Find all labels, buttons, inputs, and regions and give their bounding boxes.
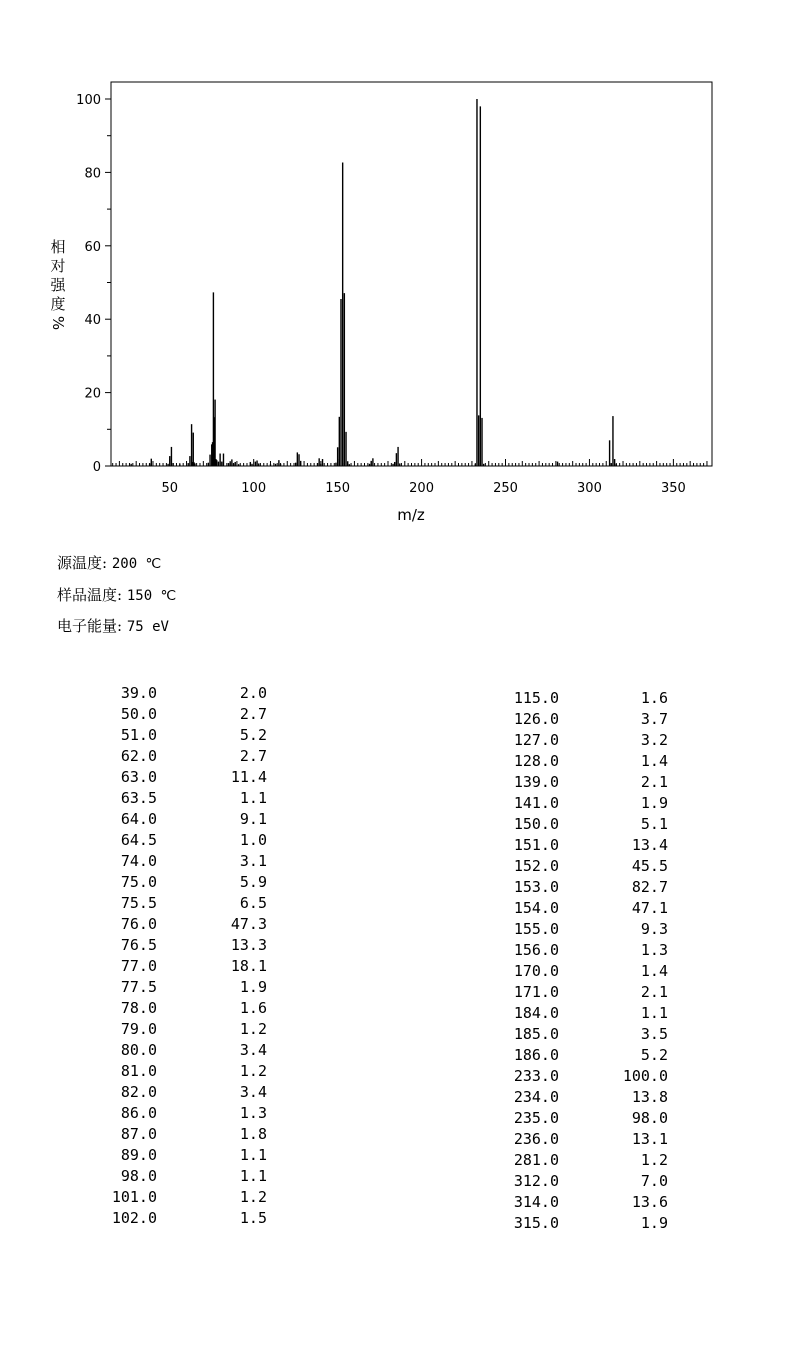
mz-value: 78.0 (120, 999, 157, 1017)
intensity-value: 11.4 (230, 768, 267, 786)
mz-value: 75.0 (120, 873, 157, 891)
mz-value: 281.0 (513, 1151, 559, 1169)
mz-value: 185.0 (513, 1025, 559, 1043)
intensity-value: 1.6 (239, 999, 267, 1017)
mz-value: 235.0 (513, 1109, 559, 1127)
intensity-value: 47.1 (631, 899, 668, 917)
mass-spectrum-chart (0, 0, 794, 540)
mz-value: 76.5 (120, 936, 157, 954)
mz-value: 155.0 (513, 920, 559, 938)
mz-value: 98.0 (120, 1167, 157, 1185)
mz-value: 77.0 (120, 957, 157, 975)
intensity-value: 9.1 (239, 810, 267, 828)
intensity-value: 1.8 (239, 1125, 267, 1143)
mz-value: 102.0 (111, 1209, 157, 1227)
mz-value: 63.5 (120, 789, 157, 807)
intensity-value: 7.0 (640, 1172, 668, 1190)
intensity-value: 3.7 (640, 710, 668, 728)
intensity-value: 3.4 (239, 1041, 267, 1059)
mz-value: 153.0 (513, 878, 559, 896)
mz-value: 101.0 (111, 1188, 157, 1206)
mz-value: 139.0 (513, 773, 559, 791)
source-temperature-value: 200 ℃ (111, 556, 162, 572)
y-tick-label: 20 (84, 386, 101, 402)
mz-value: 79.0 (120, 1020, 157, 1038)
mz-value: 236.0 (513, 1130, 559, 1148)
x-tick-label: 300 (577, 481, 602, 496)
mz-value: 150.0 (513, 815, 559, 833)
mz-value: 128.0 (513, 752, 559, 770)
mz-value: 86.0 (120, 1104, 157, 1122)
intensity-value: 45.5 (631, 857, 668, 875)
mz-value: 141.0 (513, 794, 559, 812)
y-tick-label: 40 (84, 313, 101, 329)
y-tick-label: 0 (92, 460, 101, 475)
intensity-value: 3.2 (640, 731, 668, 749)
mz-value: 127.0 (513, 731, 559, 749)
x-tick-label: 350 (660, 481, 686, 496)
y-label-char: 相 (50, 238, 66, 256)
intensity-value: 5.2 (239, 726, 267, 744)
intensity-value: 1.1 (239, 789, 267, 807)
mz-value: 152.0 (513, 857, 559, 875)
intensity-value: 2.7 (239, 747, 267, 765)
x-axis-ticks (113, 459, 707, 496)
intensity-value: 5.9 (239, 873, 267, 891)
intensity-value: 13.8 (631, 1088, 668, 1106)
mz-value: 233.0 (513, 1067, 559, 1085)
x-axis-label: m/z (397, 506, 425, 524)
intensity-value: 1.9 (640, 1214, 668, 1232)
electron-energy-label: 电子能量: (57, 617, 123, 635)
intensity-value: 3.5 (640, 1025, 668, 1043)
electron-energy (57, 615, 169, 636)
y-label-char: 对 (50, 257, 66, 275)
intensity-value: 18.1 (230, 957, 267, 975)
intensity-value: 13.1 (631, 1130, 668, 1148)
sample-temperature (57, 584, 176, 605)
intensity-value: 2.1 (640, 773, 668, 791)
intensity-value: 98.0 (631, 1109, 668, 1127)
mz-value: 51.0 (120, 726, 157, 744)
intensity-value: 9.3 (640, 920, 668, 938)
sample-temperature-value: 150 ℃ (126, 588, 177, 604)
mz-value: 82.0 (120, 1083, 157, 1101)
mz-value: 234.0 (513, 1088, 559, 1106)
peak-bars (131, 99, 616, 466)
mz-value: 156.0 (513, 941, 559, 959)
intensity-value: 2.0 (239, 684, 267, 702)
mz-value: 126.0 (513, 710, 559, 728)
intensity-value: 1.1 (239, 1146, 267, 1164)
intensity-value: 47.3 (230, 915, 267, 933)
mz-value: 64.5 (120, 831, 157, 849)
intensity-value: 1.2 (640, 1151, 668, 1169)
y-axis-label (49, 238, 67, 330)
intensity-value: 1.0 (239, 831, 267, 849)
plot-frame (111, 82, 712, 466)
intensity-value: 2.7 (239, 705, 267, 723)
mz-value: 151.0 (513, 836, 559, 854)
intensity-value: 6.5 (239, 894, 267, 912)
y-tick-label: 60 (84, 239, 101, 255)
mz-value: 312.0 (513, 1172, 559, 1190)
y-label-char: 强 (50, 276, 66, 294)
mz-value: 76.0 (120, 915, 157, 933)
mz-value: 74.0 (120, 852, 157, 870)
mz-value: 64.0 (120, 810, 157, 828)
y-axis-ticks (76, 93, 111, 475)
intensity-value: 13.6 (631, 1193, 668, 1211)
mz-value: 80.0 (120, 1041, 157, 1059)
intensity-value: 3.4 (239, 1083, 267, 1101)
mz-value: 171.0 (513, 983, 559, 1001)
mz-value: 87.0 (120, 1125, 157, 1143)
mz-value: 75.5 (120, 894, 157, 912)
x-tick-label: 100 (241, 481, 267, 496)
mz-value: 315.0 (513, 1214, 559, 1232)
mz-value: 186.0 (513, 1046, 559, 1064)
mz-value: 115.0 (513, 689, 559, 707)
mz-value: 314.0 (513, 1193, 559, 1211)
x-tick-label: 250 (493, 481, 518, 496)
mz-value: 50.0 (120, 705, 157, 723)
intensity-value: 1.6 (640, 689, 668, 707)
mz-value: 89.0 (120, 1146, 157, 1164)
intensity-value: 1.9 (640, 794, 668, 812)
y-label-char: % (49, 315, 67, 331)
electron-energy-value: 75 eV (126, 619, 169, 635)
intensity-value: 3.1 (239, 852, 267, 870)
intensity-value: 1.2 (239, 1188, 267, 1206)
y-label-char: 度 (50, 295, 66, 313)
intensity-value: 2.1 (640, 983, 668, 1001)
sample-temperature-label: 样品温度: (57, 586, 123, 604)
intensity-value: 1.3 (640, 941, 668, 959)
intensity-value: 82.7 (631, 878, 668, 896)
mz-value: 170.0 (513, 962, 559, 980)
source-temperature (57, 552, 161, 573)
mz-value: 77.5 (120, 978, 157, 996)
intensity-value: 1.2 (239, 1062, 267, 1080)
intensity-value: 13.3 (230, 936, 267, 954)
x-tick-label: 50 (161, 481, 179, 496)
intensity-value: 1.9 (239, 978, 267, 996)
intensity-value: 1.4 (640, 962, 668, 980)
mz-value: 62.0 (120, 747, 157, 765)
intensity-value: 1.1 (640, 1004, 668, 1022)
source-temperature-label: 源温度: (57, 554, 108, 572)
intensity-value: 1.1 (239, 1167, 267, 1185)
mz-value: 63.0 (120, 768, 157, 786)
x-tick-label: 200 (409, 481, 434, 496)
mz-value: 81.0 (120, 1062, 157, 1080)
mz-value: 184.0 (513, 1004, 559, 1022)
x-tick-label: 150 (325, 481, 351, 496)
mz-value: 39.0 (120, 684, 157, 702)
mz-value: 154.0 (513, 899, 559, 917)
y-tick-label: 100 (76, 93, 101, 108)
intensity-value: 1.5 (239, 1209, 267, 1227)
y-tick-label: 80 (84, 166, 101, 182)
intensity-value: 5.2 (640, 1046, 668, 1064)
intensity-value: 5.1 (640, 815, 668, 833)
intensity-value: 1.4 (640, 752, 668, 770)
intensity-value: 100.0 (622, 1067, 668, 1085)
intensity-value: 1.3 (239, 1104, 267, 1122)
intensity-value: 1.2 (239, 1020, 267, 1038)
intensity-value: 13.4 (631, 836, 668, 854)
